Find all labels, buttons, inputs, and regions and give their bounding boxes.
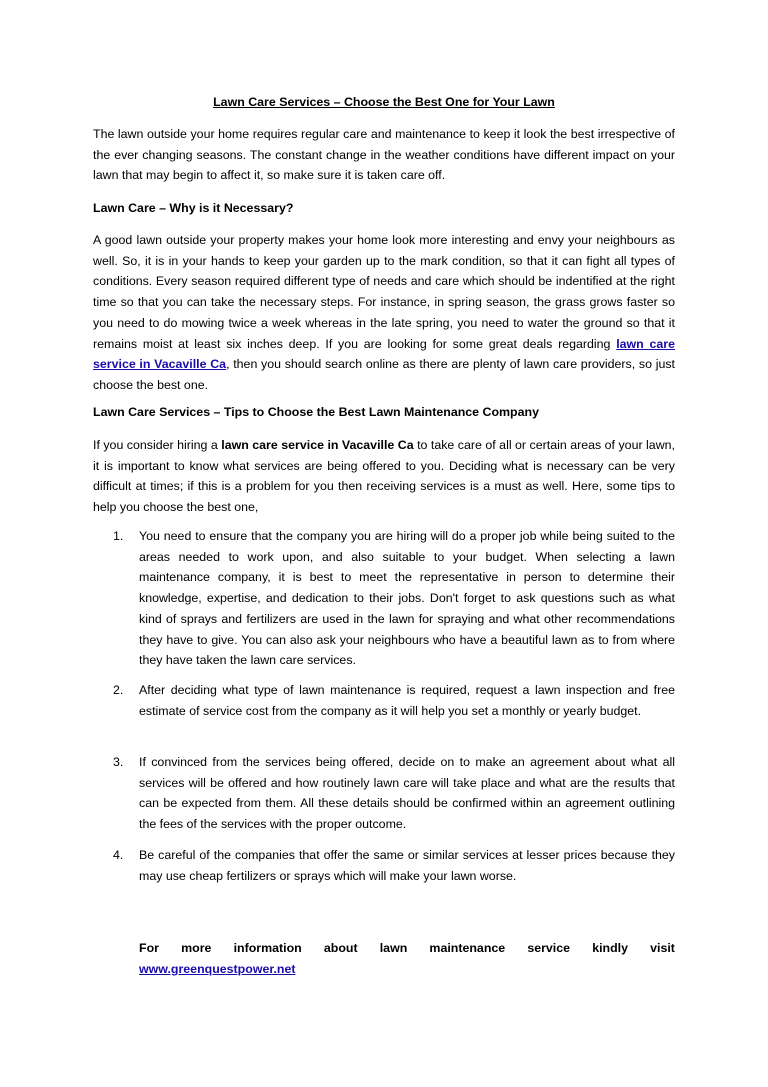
list-number: 4.	[113, 848, 124, 862]
list-number: 1.	[113, 529, 124, 543]
section-paragraph-tips	[93, 435, 675, 518]
list-number: 2.	[113, 683, 124, 697]
list-item: If convinced from the services being offered, decide on to make an agreement about what all services will be offered and how routinely lawn care will take place and what are the results that can be expected from them. All these details should be confirmed within an agreement outlining the fees of the services with the proper outcome.	[139, 755, 675, 832]
list-item: You need to ensure that the company you are hiring will do a proper job while being suited to the areas needed to work upon, and also suitable to your budget. When selecting a lawn maintenance company, it is best to meet the representative in person to determine their knowledge, expertise, and dedication to their jobs. Don't forget to ask questions such as what kind of sprays and fertilizers are used in the lawn for spraying and what other recommendations they have to give. You can also ask your neighbours who have a beautiful lawn as to from where they have taken the lawn care services.	[139, 529, 675, 668]
paragraph-text: to take care of all or certain areas of your lawn, it is important to know what services are being offered to you. Deciding what is necessary can be very difficult at times; if this is a problem for you then receiving services is a must as well. Here, some tips to help you choose the best one,	[93, 438, 675, 515]
footer-word: about	[323, 941, 358, 955]
section-heading-why: Lawn Care – Why is it Necessary?	[93, 201, 294, 215]
document-title: Lawn Care Services – Choose the Best One for Your Lawn	[213, 95, 555, 109]
lawn-care-service-link[interactable]: lawn care service in Vacaville Ca	[93, 336, 675, 372]
website-link[interactable]: www.greenquestpower.net	[139, 962, 296, 976]
footer-word: For	[139, 941, 159, 955]
footer-word: more	[181, 941, 212, 955]
footer-word: kindly	[592, 941, 628, 955]
paragraph-text: If you consider hiring a	[93, 438, 222, 452]
bold-keyword: lawn care service in Vacaville Ca	[221, 438, 414, 452]
footer-word: visit	[650, 941, 675, 955]
footer-word: service	[527, 941, 571, 955]
list-item: Be careful of the companies that offer the same or similar services at lesser prices because they may use cheap fertilizers or sprays which will make your lawn worse.	[139, 848, 675, 883]
footer-word: maintenance	[429, 941, 506, 955]
list-item: After deciding what type of lawn maintenance is required, request a lawn inspection and free estimate of service cost from the company as it will help you set a monthly or yearly budget.	[139, 683, 675, 718]
section-paragraph-why	[93, 230, 675, 396]
paragraph-text: , then you should search online as there are plenty of lawn care providers, so just choose the best one.	[93, 357, 675, 392]
intro-paragraph: The lawn outside your home requires regular care and maintenance to keep it look the best irrespective of the ever changing seasons. The constant change in the weather conditions have different impact on your lawn that may begin to affect it, so make sure it is taken care off.	[93, 127, 675, 183]
list-number: 3.	[113, 755, 124, 769]
section-heading-tips: Lawn Care Services – Tips to Choose the Best Lawn Maintenance Company	[93, 405, 539, 419]
footer-word: lawn	[379, 941, 408, 955]
footer-info-line	[139, 938, 675, 959]
paragraph-text: A good lawn outside your property makes your home look more interesting and envy your neighbours as well. So, it is in your hands to keep your garden up to the mark condition, so that it can fight all types of conditions. Every season required different type of needs and care which should be indentified at the right time so that you can take the necessary steps. For instance, in spring season, the grass grows faster so you need to do mowing twice a week whereas in the late spring, you need to water the ground so that it remains moist at least six inches deep. If you are looking for some great deals regarding	[93, 233, 675, 351]
footer-word: information	[233, 941, 302, 955]
